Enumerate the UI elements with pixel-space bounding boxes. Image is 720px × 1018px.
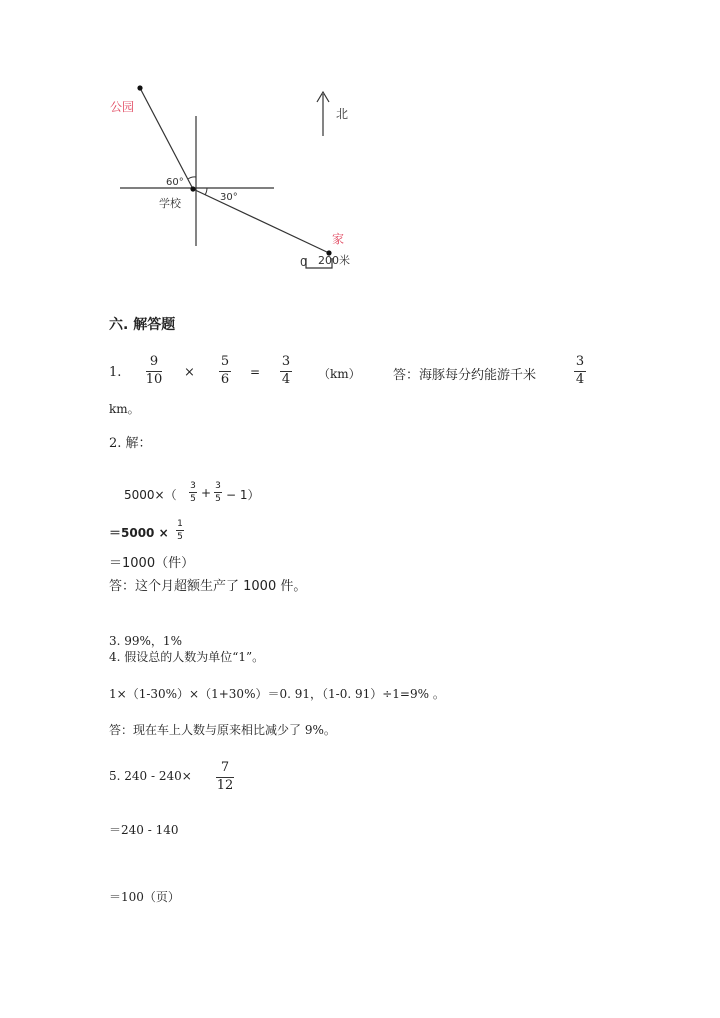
route-park-school <box>140 88 193 189</box>
q2-fraction-3 <box>176 519 184 543</box>
q2-answer: 答：这个月超额生产了 1000 件。 <box>109 579 307 594</box>
q5-line3: ＝100（页） <box>109 890 180 904</box>
q2-f1-denominator: 5 <box>190 494 196 505</box>
q4-answer: 答：现在车上人数与原来相比减少了 9%。 <box>109 723 336 737</box>
q2-f3-numerator: 1 <box>177 519 183 529</box>
q1-ans-denominator: 4 <box>575 371 585 387</box>
q4-line1: 4. 假设总的人数为单位“1”。 <box>109 650 265 664</box>
q5-denominator: 12 <box>216 777 234 793</box>
q5-fraction <box>216 761 234 794</box>
q1-fraction-b <box>219 355 231 388</box>
label-school: 学校 <box>159 197 181 210</box>
q4-line2: 1×（1-30%）×（1+30%）＝0. 91，（1-0. 91）÷1=9% 。 <box>109 687 445 701</box>
q5-prefix: 5. 240 - 240× <box>109 769 192 783</box>
q1-b-denominator: 6 <box>220 371 230 387</box>
angle-arc-60 <box>188 177 196 179</box>
direction-diagram <box>100 80 370 280</box>
label-north: 北 <box>336 107 349 121</box>
q2-plus: + <box>201 486 212 500</box>
q1-unit: （km） <box>318 367 361 381</box>
q1-number: 1. <box>109 365 122 380</box>
q1-b-numerator: 5 <box>220 354 230 369</box>
q2-line2-prefix: ＝5000 × <box>109 526 169 540</box>
scale-label: 200米 <box>318 254 350 267</box>
label-park: 公园 <box>110 100 135 114</box>
q1-a-numerator: 9 <box>149 354 159 369</box>
label-angle-60: 60° <box>166 177 184 188</box>
angle-arc-30 <box>205 188 207 195</box>
label-angle-30: 30° <box>220 192 238 203</box>
q2-f3-denominator: 5 <box>177 532 183 543</box>
q2-line3: ＝1000（件） <box>109 556 195 571</box>
q1-tail: km。 <box>109 402 140 416</box>
q3-text: 3. 99%，1% <box>109 634 182 648</box>
q1-answer: 答：海豚每分约能游千米 <box>393 368 537 383</box>
q1-ans-numerator: 3 <box>575 354 585 369</box>
section-title: 六. 解答题 <box>109 317 176 333</box>
q2-f1-numerator: 3 <box>190 481 196 491</box>
route-school-home <box>193 189 329 253</box>
q5-numerator: 7 <box>220 760 230 775</box>
q5-line2: ＝240 - 140 <box>109 823 179 837</box>
q2-f2-denominator: 5 <box>215 494 221 505</box>
q1-c-numerator: 3 <box>281 354 291 369</box>
q1-times: × <box>184 365 195 380</box>
q1-equals: = <box>250 365 261 379</box>
park-point <box>137 85 142 90</box>
q2-f2-numerator: 3 <box>215 481 221 491</box>
q2-label: 2. 解： <box>109 436 152 451</box>
q2-line1-suffix: − 1） <box>226 488 260 502</box>
scale-zero: 0 <box>300 256 307 269</box>
q2-fraction-1 <box>189 481 197 505</box>
q1-answer-fraction <box>574 355 586 388</box>
q1-a-denominator: 10 <box>145 371 163 387</box>
q2-fraction-2 <box>214 481 222 505</box>
q1-fraction-c <box>280 355 292 388</box>
q2-line1-prefix: 5000×（ <box>124 488 177 502</box>
q1-fraction-a <box>146 355 162 388</box>
label-home: 家 <box>332 232 345 246</box>
q1-c-denominator: 4 <box>281 371 291 387</box>
school-point <box>190 186 195 191</box>
